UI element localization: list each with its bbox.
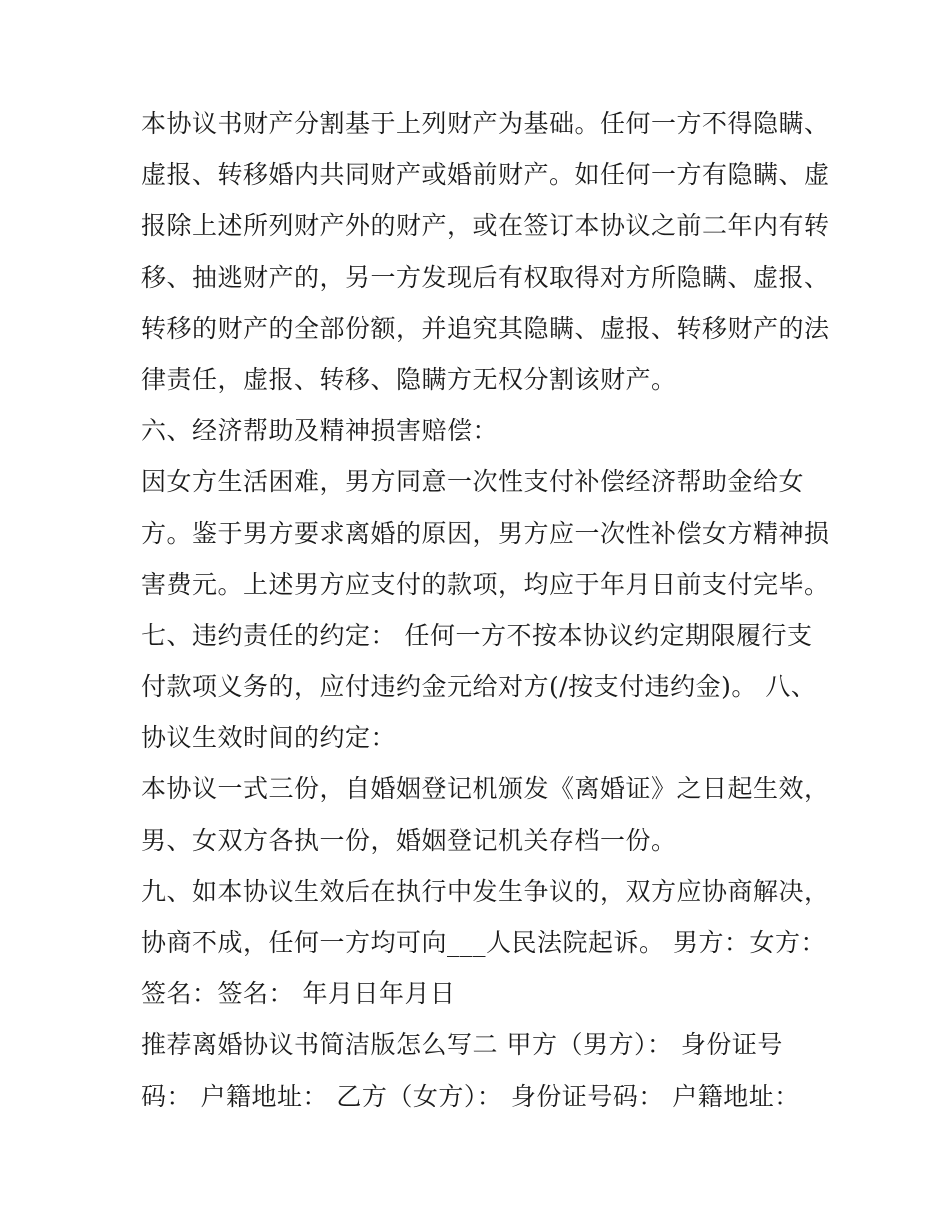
body-line: 码： 户籍地址： 乙方（女方）： 身份证号码： 户籍地址： [141, 1081, 800, 1111]
body-line: 男、女双方各执一份，婚姻登记机关存档一份。 [141, 825, 677, 855]
body-line: 报除上述所列财产外的财产，或在签订本协议之前二年内有转 [141, 211, 830, 241]
section-heading-six: 六、经济帮助及精神损害赔偿： [141, 416, 499, 446]
body-line: 转移的财产的全部份额，并追究其隐瞒、虚报、转移财产的法 [141, 313, 830, 343]
body-line: 移、抽逃财产的，另一方发现后有权取得对方所隐瞒、虚报、 [141, 262, 830, 292]
signature-line: 签名：签名： 年月日年月日 [141, 979, 456, 1009]
body-line: 因女方生活困难，男方同意一次性支付补偿经济帮助金给女 [141, 467, 805, 497]
body-line: 本协议书财产分割基于上列财产为基础。任何一方不得隐瞒、 [141, 109, 830, 138]
body-line: 虚报、转移婚内共同财产或婚前财产。如任何一方有隐瞒、虚 [141, 160, 830, 190]
body-line: 付款项义务的，应付违约金元给对方(/按支付违约金)。 八、 [141, 672, 817, 702]
section-heading-nine: 九、如本协议生效后在执行中发生争议的，双方应协商解决， [141, 876, 830, 906]
section-heading-seven: 七、违约责任的约定： 任何一方不按本协议约定期限履行支 [141, 620, 813, 650]
body-line: 律责任，虚报、转移、隐瞒方无权分割该财产。 [141, 364, 677, 394]
body-line: 害费元。上述男方应支付的款项，均应于年月日前支付完毕。 [141, 569, 830, 599]
document-body [141, 98, 831, 1122]
body-line: 本协议一式三份，自婚姻登记机颁发《离婚证》之日起生效， [141, 774, 830, 804]
body-line: 推荐离婚协议书简洁版怎么写二 甲方（男方）： 身份证号 [141, 1030, 783, 1060]
body-line: 方。鉴于男方要求离婚的原因，男方应一次性补偿女方精神损 [141, 518, 830, 548]
section-heading-eight: 协议生效时间的约定： [141, 723, 397, 753]
body-line: 协商不成，任何一方均可向___人民法院起诉。 男方：女方： [141, 928, 826, 957]
